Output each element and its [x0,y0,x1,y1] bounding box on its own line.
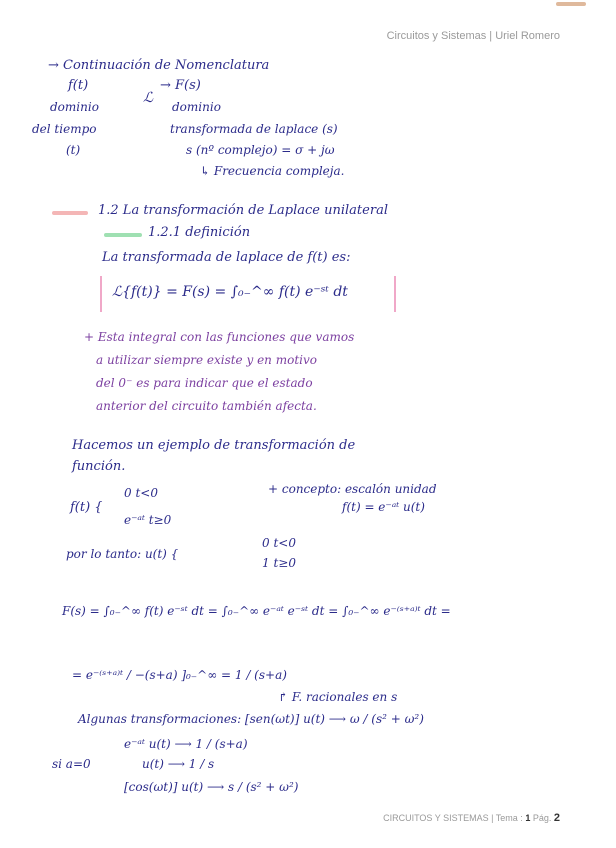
note-line: f(t) = e⁻ᵃᵗ u(t) [342,500,425,514]
highlight-mark [52,211,88,215]
footer-pag-label: Pág. [532,813,552,823]
section-heading: 1.2 La transformación de Laplace unilateral [98,203,388,218]
note-line: anterior del circuito también afecta. [96,399,317,413]
note-line: f(t) [68,78,89,93]
note-line: u(t) ⟶ 1 / s [142,757,215,771]
note-line: dominio [172,100,221,114]
note-line: del 0⁻ es para indicar que el estado [96,376,313,390]
note-line: f(t) { [70,500,103,515]
highlight-mark [104,233,142,237]
note-line: Algunas transformaciones: [sen(ωt)] u(t) ⟶ ω / (s² + ω²) [78,712,424,726]
footer-tema: 1 [525,813,531,823]
note-line: 0 t<0 [262,536,296,550]
note-line: 1 t≥0 [262,556,296,570]
footer-course: CIRCUITOS Y SISTEMAS | Tema : [383,813,523,823]
note-line: → F(s) [160,78,201,93]
note-line: del tiempo [32,122,97,136]
laplace-symbol: ℒ [143,90,154,106]
note-line: + Esta integral con las funciones que vamos [84,330,355,344]
note-line: si a=0 [52,757,91,771]
note-line: e⁻ᵃᵗ t≥0 [124,513,172,527]
laplace-formula: ℒ{f(t)} = F(s) = ∫₀₋^∞ f(t) e⁻ˢᵗ dt [112,284,348,300]
note-line: por lo tanto: u(t) { [66,547,179,561]
note-line: transformada de laplace (s) [170,122,338,136]
note-line: ↳ Frecuencia compleja. [200,164,345,178]
note-line: s (nº complejo) = σ + jω [186,143,335,157]
note-line: función. [72,459,126,474]
note-line: a utilizar siempre existe y en motivo [96,353,317,367]
note-line: 0 t<0 [124,486,158,500]
note-line: + concepto: escalón unidad [268,482,437,496]
note-line: La transformada de laplace de f(t) es: [102,250,351,265]
note-line: dominio [50,100,99,114]
note-line: ↱ F. racionales en s [278,690,398,704]
note-line: (t) [66,143,81,157]
note-line: [cos(ωt)] u(t) ⟶ s / (s² + ω²) [124,780,299,794]
page-number: 2 [553,812,560,824]
subsection-heading: 1.2.1 definición [148,225,251,240]
note-line: → Continuación de Nomenclatura [48,58,270,73]
integral-line: F(s) = ∫₀₋^∞ f(t) e⁻ˢᵗ dt = ∫₀₋^∞ e⁻ᵃᵗ e⁻ˢᵗ dt = ∫₀₋^∞ e⁻⁽ˢ⁺ᵃ⁾ᵗ dt = [62,604,451,618]
page-header: Circuitos y Sistemas | Uriel Romero [386,30,560,42]
page-footer [383,812,560,824]
integral-result: = e⁻⁽ˢ⁺ᵃ⁾ᵗ / −(s+a) ]₀₋^∞ = 1 / (s+a) [72,668,287,682]
header-ornament [556,2,586,6]
note-line: e⁻ᵃᵗ u(t) ⟶ 1 / (s+a) [124,737,248,751]
note-line: Hacemos un ejemplo de transformación de [72,438,356,453]
